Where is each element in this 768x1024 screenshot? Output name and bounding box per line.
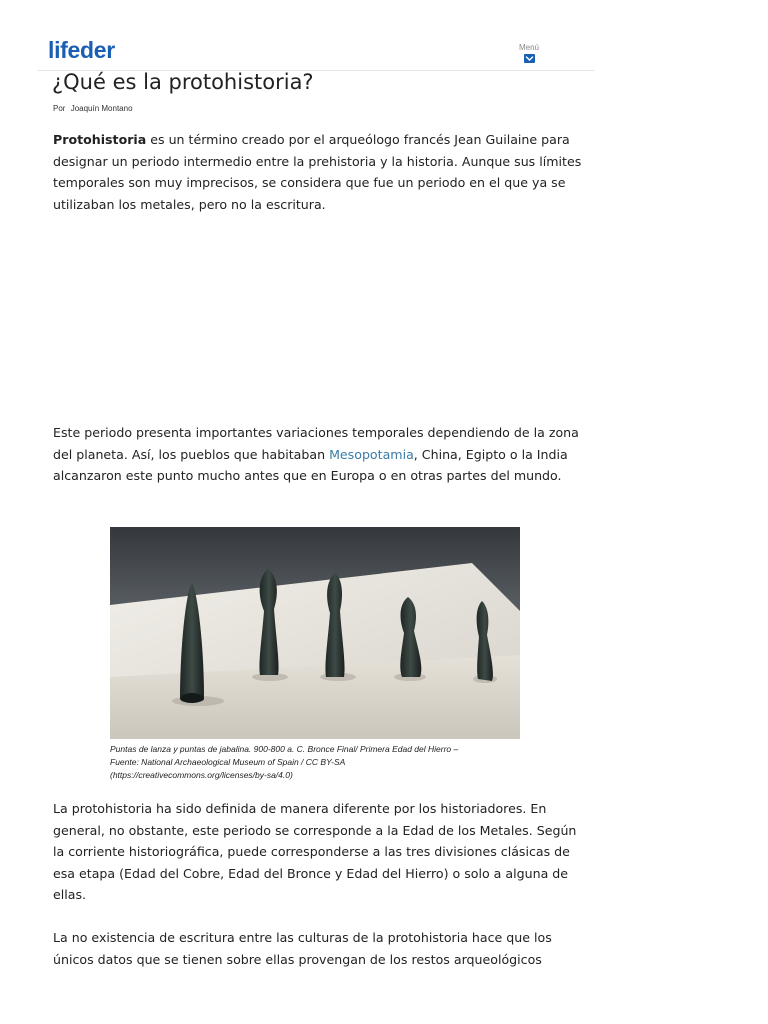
paragraph-variations-text-after: , China, Egipto o la India alcanzaron este punto mucho antes que en Europa o en otras partes del mundo. (53, 446, 568, 484)
intro-text: es un término creado por el arqueólogo francés Jean Guilaine para designar un periodo intermedio entre la prehistoria y la historia. Aunque sus límites temporales son muy imprecisos, se considera que fue un periodo en el que ya se utilizaban los metales, pero no la escritura. (53, 132, 582, 212)
author-name[interactable]: Joaquín Montano (70, 104, 133, 113)
site-header (38, 34, 594, 71)
mesopotamia-link[interactable]: Mesopotamia (329, 446, 414, 462)
menu-label: Menú (518, 43, 539, 52)
spearheads-photo (110, 527, 520, 739)
intro-paragraph (53, 129, 583, 215)
paragraph-variations (53, 422, 583, 487)
caption-line: (https://creativecommons.org/licenses/by-sa/4.0) (110, 770, 293, 780)
paragraph-definition: La protohistoria ha sido definida de manera diferente por los historiadores. En general, no obstante, este periodo se corresponde a la Edad de los Metales. Según la corriente historiográfica, puede corresponderse a las tres divisiones clásicas de esa etapa (Edad del Cobre, Edad del Bronce y Edad del Hierro) o solo a alguna de ellas. (53, 801, 577, 903)
intro-term: Protohistoria (53, 132, 147, 147)
site-logo[interactable]: lifeder (48, 37, 115, 63)
caption-line: Puntas de lanza y puntas de jabalina. 900-800 a. C. Bronce Final/ Primera Edad del Hierro – (110, 744, 459, 754)
paragraph-variations-text-before: Este periodo presenta importantes variaciones temporales dependiendo de la zona del planeta. Así, los pueblos que habitaban (53, 425, 579, 462)
spearheads-illustration (110, 527, 520, 739)
paragraph-writing: La no existencia de escritura entre las culturas de la protohistoria hace que los únicos datos que se tienen sobre ellas provengan de los restos arqueológicos (53, 930, 552, 967)
figure-caption (110, 743, 530, 782)
menu-button[interactable] (516, 43, 542, 63)
page-title: ¿Qué es la protohistoria? (52, 70, 314, 94)
chevron-down-icon (524, 54, 535, 63)
caption-line: Fuente: National Archaeological Museum of Spain / CC BY-SA (110, 757, 346, 767)
byline-prefix: Por (53, 104, 66, 113)
byline (53, 104, 133, 113)
